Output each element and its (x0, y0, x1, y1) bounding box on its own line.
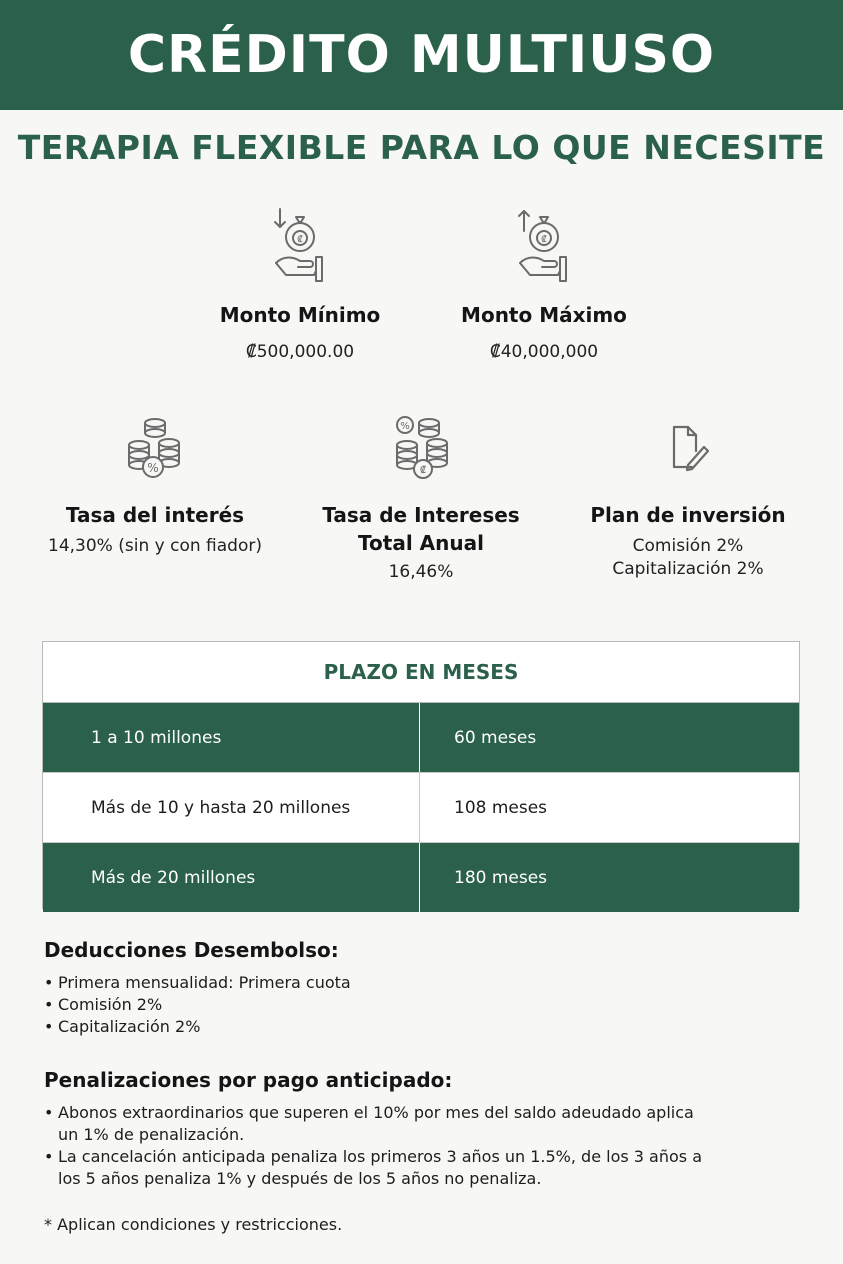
table-cell-range: 1 a 10 millones (43, 703, 420, 772)
list-item: • La cancelación anticipada penaliza los primeros 3 años un 1.5%, de los 3 años a los 5 años penaliza 1% y después de los 5 años no penaliza. (44, 1146, 704, 1190)
coins-percent-icon (125, 415, 185, 481)
table-cell-term: 180 meses (454, 867, 548, 888)
feature-title-line-2: Total Anual (358, 531, 484, 555)
penalties-section (44, 1068, 704, 1190)
feature-title: Plan de inversión (590, 503, 786, 527)
feature-value: ₡500,000.00 (245, 342, 355, 362)
feature-tasa-total-anual (306, 415, 536, 584)
document-pencil-icon (658, 415, 718, 481)
table-row (43, 843, 799, 912)
list-item: • Abonos extraordinarios que superen el 10% por mes del saldo adeudado aplica un 1% de penalización. (44, 1102, 704, 1146)
money-bag-hand-up-icon (514, 205, 574, 285)
feature-value: 14,30% (sin y con fiador) (48, 536, 262, 556)
table-cell-term: 60 meses (454, 727, 537, 748)
page-title: CRÉDITO MULTIUSO (127, 25, 716, 85)
page-subtitle: TERAPIA FLEXIBLE PARA LO QUE NECESITE (17, 128, 826, 167)
list-item: • Comisión 2% (44, 994, 804, 1016)
feature-value: ₡40,000,000 (489, 342, 599, 362)
feature-value-line-2: Capitalización 2% (612, 559, 764, 579)
feature-title: Monto Máximo (461, 303, 627, 327)
deductions-section (44, 938, 804, 1038)
table-row (43, 703, 799, 772)
list-item: • Primera mensualidad: Primera cuota (44, 972, 804, 994)
feature-title-line-1: Tasa de Intereses (322, 503, 520, 527)
svg-text:₡: ₡ (297, 235, 303, 245)
feature-title: Tasa del interés (65, 503, 245, 527)
feature-title (306, 501, 536, 557)
coins-percent-colon-icon (391, 415, 451, 481)
deductions-title: Deducciones Desembolso: (44, 938, 339, 962)
deductions-list (44, 972, 804, 1038)
term-table (42, 641, 800, 909)
header-banner (0, 0, 843, 110)
table-row (43, 772, 799, 843)
penalties-title: Penalizaciones por pago anticipado: (44, 1068, 453, 1092)
list-item: • Capitalización 2% (44, 1016, 804, 1038)
table-cell-range: Más de 10 y hasta 20 millones (43, 773, 420, 842)
footnote: * Aplican condiciones y restricciones. (44, 1215, 343, 1234)
feature-title: Monto Mínimo (219, 303, 381, 327)
feature-value-line-1: Comisión 2% (632, 536, 744, 556)
feature-value: 16,46% (388, 562, 454, 582)
feature-tasa-interes (40, 415, 270, 558)
svg-text:%: % (147, 461, 159, 475)
svg-text:%: % (400, 421, 410, 432)
feature-monto-minimo (200, 205, 400, 364)
money-bag-hand-down-icon (270, 205, 330, 285)
table-cell-term: 108 meses (454, 797, 548, 818)
svg-text:₡: ₡ (419, 465, 427, 476)
feature-plan-inversion (573, 415, 803, 581)
penalties-list (44, 1102, 704, 1190)
table-header: PLAZO EN MESES (43, 642, 799, 703)
table-cell-range: Más de 20 millones (43, 843, 420, 912)
svg-text:₡: ₡ (541, 235, 547, 245)
feature-monto-maximo (444, 205, 644, 364)
